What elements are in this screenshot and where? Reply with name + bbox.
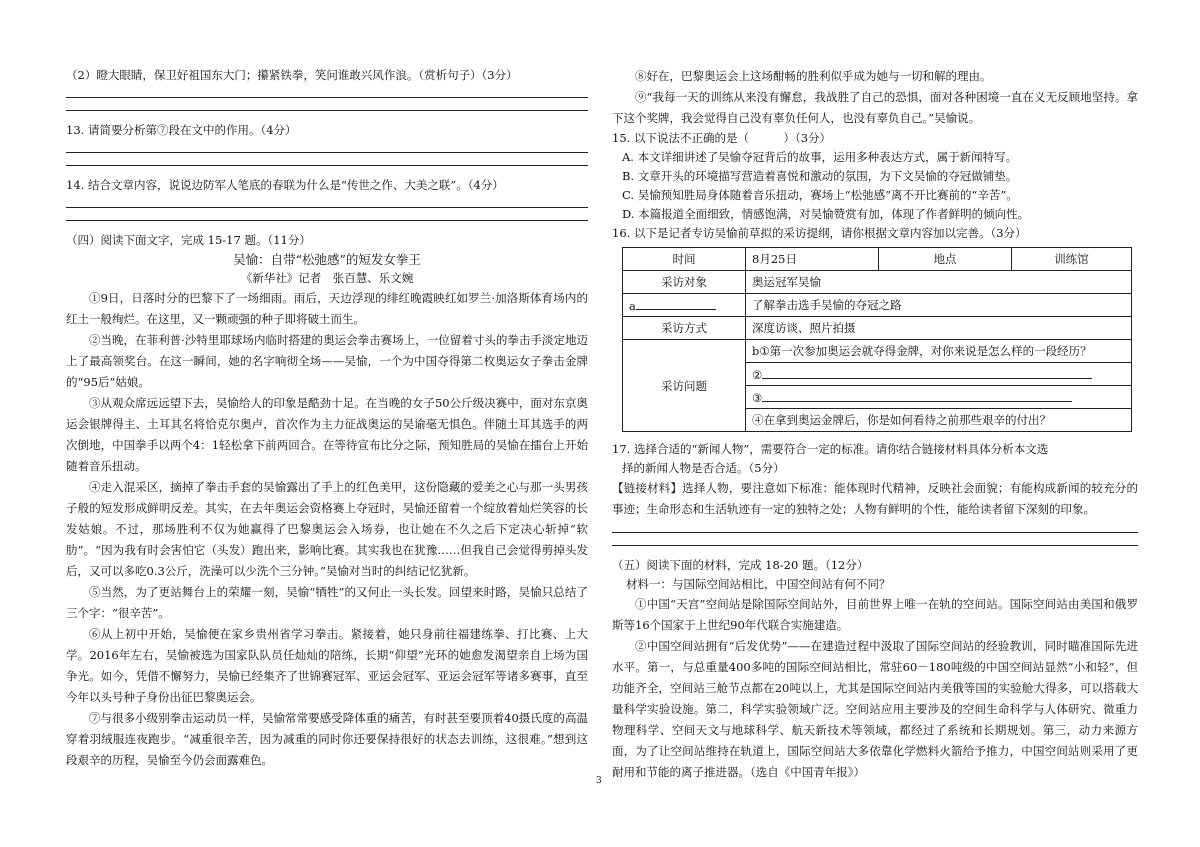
- article-paragraph: ③从观众席远远望下去，吴愉给人的印象是酷劲十足。在当晚的女子50公斤级决赛中，面对东京奥运会银牌得主、土耳其名将恰克尔奥卢，首次作为主力征战奥运的吴谕毫无惧色。伴随土耳其选手的两次倒地，中国拳手以两个4：1轻松拿下前两回合。在等待宣布比分之际，预知胜局的吴愉在擂台上开始随着音乐扭动。: [66, 396, 588, 473]
- question-15: 15. 以下说法不正确的是（ ）（3分）: [612, 131, 832, 145]
- answer-line: [612, 545, 1138, 546]
- table-row: [623, 271, 1132, 294]
- option-c: C. 吴愉预知胜局身体随着音乐扭动，赛场上“松弛感”离不开比赛前的“辛苦”。: [622, 188, 1018, 202]
- object-value: 奥运冠军吴愉: [746, 271, 1132, 294]
- link-material: 【链接材料】选择人物，要注意如下标准：能体现时代精神，反映社会面貌；有能构成新闻的较充分的事迹；生命形态和生活轨迹有一定的独特之处；人物有鲜明的个性，能给读者留下深刻的印象。: [612, 481, 1138, 516]
- blank-a-cell[interactable]: [623, 294, 746, 317]
- blank-line: [762, 366, 1092, 379]
- section-5-heading: （五）阅读下面的材料，完成 18-20 题。（12分）: [612, 558, 869, 572]
- question-2-label: ②: [752, 368, 763, 382]
- page-number: 3: [596, 776, 602, 786]
- questions-label: 采访问题: [623, 340, 746, 432]
- blank-a-line: [636, 297, 716, 310]
- question-14: 14. 结合文章内容，说说边防军人笔底的春联为什么是“传世之作、大美之联”。（4分）: [66, 178, 504, 192]
- answer-line: [612, 532, 1138, 533]
- place-label: 地点: [879, 248, 1012, 271]
- article-byline: 《新华社》记者 张百慧、乐文婉: [240, 271, 414, 285]
- answer-line: [66, 110, 588, 111]
- method-label: 采访方式: [623, 317, 746, 340]
- table-row: [623, 340, 1132, 363]
- question-2-blank[interactable]: [746, 363, 1132, 386]
- question-b: b①第一次参加奥运会就夺得金牌，对你来说是怎么样的一段经历？: [746, 340, 1132, 363]
- article-paragraph: ④走入混采区，摘掉了拳击手套的吴愉露出了手上的红色美甲，这份隐藏的爱美之心与那一头男孩子般的短发形成鲜明反差。其实，在去年奥运会资格赛上夺冠时，吴愉还留着一个绽放着灿烂笑容的长发姑娘。不过，那场胜利不仅为她赢得了巴黎奥运会入场券，也让她在不久之后下定决心斩掉“软肋”。“因为我有时会害怕它（头发）跑出来，影响比赛。其实我也在犹豫……但我自己会觉得剪掉头发后，又可以多吃0.3公斤，洗澡可以少洗个三分钟。”吴愉对当时的纠结记忆犹新。: [66, 480, 588, 578]
- option-a: A. 本文详细讲述了吴愉夺冠背后的故事，运用多种表达方式，属于新闻特写。: [622, 150, 1018, 164]
- left-column: [66, 66, 588, 771]
- material-paragraph: ②中国空间站拥有“后发优势”——在建造过程中汲取了国际空间站的经验教训，同时瞄准国际先进水平。第一，与总重量400多吨的国际空间站相比，常驻60－180吨级的中国空间站显然“小和轻”，但功能齐全，空间站三舱节点都在20吨以上，尤其是国际空间站内美俄等国的实验舱大得多，可以搭载大量科学实验设施。第二，科学实验领域广泛。空间站应用主要涉及的空间生命科学与人体研究、微重力物理科学、空间天文与地球科学、航天新技术等领域，都经过了系统和长期规划。第三，动力来源方面，为了让空间站维持在轨道上，国际空间站大多依靠化学燃料火箭给予推力，中国空间站则采用了更耐用和节能的离子推进器。（选自《中国青年报》）: [612, 639, 1138, 779]
- section-4-heading: （四）阅读下面文字，完成 15-17 题。（11分）: [66, 233, 311, 247]
- table-row: [623, 317, 1132, 340]
- article-title: 吴愉：自带“松弛感”的短发女拳王: [233, 252, 421, 267]
- article-paragraph: ⑤当然，为了更站舞台上的荣耀一刻，吴愉“牺牲”的又何止一头长发。回望来时路，吴愉只总结了三个字：“很辛苦”。: [66, 585, 588, 620]
- question-17-line1: 17. 选择合适的“新闻人物”，需要符合一定的标准。请你结合链接材料具体分析本文选: [612, 442, 1049, 456]
- answer-line: [66, 152, 588, 153]
- right-column: [612, 66, 1138, 783]
- question-13: 13. 请简要分析第⑦段在文中的作用。（4分）: [66, 123, 297, 137]
- table-row: [623, 248, 1132, 271]
- method-value: 深度访谈、照片拍摄: [746, 317, 1132, 340]
- purpose-value: 了解拳击选手吴愉的夺冠之路: [746, 294, 1132, 317]
- article-paragraph: ①9日，日落时分的巴黎下了一场细雨。雨后，天边浮现的绯红晚霞映红如罗兰·加洛斯体育场内的红土一般绚烂。在这里，又一颗顽强的种子即将破土而生。: [66, 291, 588, 326]
- question-12-2: （2）瞪大眼睛，保卫好祖国东大门；攥紧铁拳，笑问谁敢兴风作浪。（赏析句子）（3分）: [66, 68, 518, 82]
- question-4: ④在拿到奥运金牌后，你是如何看待之前那些艰辛的付出？: [746, 409, 1132, 432]
- answer-line: [66, 220, 588, 221]
- interview-outline-table: [622, 247, 1132, 432]
- time-value: 8月25日: [746, 248, 879, 271]
- article-paragraph: ②当晚，在菲利普·沙特里耶球场内临时搭建的奥运会拳击赛场上，一位留着寸头的拳击手淡定地迈上了最高领奖台。在这一瞬间，她的名字响彻全场——吴愉，一个为中国夺得第二枚奥运女子拳击金牌的“95后”姑娘。: [66, 333, 588, 389]
- blank-a-label: a: [629, 299, 636, 313]
- blank-line: [762, 389, 1072, 402]
- table-row: [623, 294, 1132, 317]
- article-paragraph: ⑦与很多小级别拳击运动员一样，吴愉常常要感受降体重的痛苦，有时甚至要顶着40摄氏度的高温穿着羽绒服连夜跑步。“减重很辛苦，因为减重的同时你还要保持很好的状态去训练，这很难。”想到这段艰辛的历程，吴愉至今仍会面露难色。: [66, 711, 588, 767]
- article-paragraph: ⑨“我每一天的训练从来没有懈怠，我战胜了自己的恐惧，面对各种困境一直在义无反顾地坚持。拿下这个奖牌，我会觉得自己没有辜负任何人，也没有辜负自己。”吴愉说。: [612, 90, 1138, 125]
- time-label: 时间: [623, 248, 746, 271]
- article-paragraph: ⑧好在，巴黎奥运会上这场酣畅的胜利似乎成为她与一切和解的理由。: [635, 69, 992, 83]
- place-value: 训练馆: [1012, 248, 1132, 271]
- object-label: 采访对象: [623, 271, 746, 294]
- option-d: D. 本篇报道全面细致，情感饱满，对吴愉赞赏有加，体现了作者鲜明的倾向性。: [622, 207, 1030, 221]
- material-paragraph: ①中国“天宫”空间站是除国际空间站外，目前世界上唯一在轨的空间站。国际空间站由美国和俄罗斯等16个国家于上世纪90年代联合实施建造。: [612, 597, 1138, 632]
- question-3-blank[interactable]: [746, 386, 1132, 409]
- answer-line: [66, 207, 588, 208]
- article-paragraph: ⑥从上初中开始，吴愉便在家乡贵州省学习拳击。紧接着，她只身前往福建练拳、打比赛、上大学。2016年左右，吴愉被选为国家队队员任灿灿的陪练，长期“仰望”光环的她愈发渴望亲自上场为国争光。如今，凭借不懈努力，吴愉已经集齐了世锦赛冠军、亚运会冠军、亚运会冠军等诸多赛事，直至今年以头号种子身份出征巴黎奥运会。: [66, 627, 588, 704]
- question-17-line2: 择的新闻人物是否合适。（5分）: [622, 461, 785, 475]
- material-1-title: 材料一：与国际空间站相比，中国空间站有何不同？: [626, 577, 891, 591]
- answer-line: [66, 165, 588, 166]
- answer-line: [66, 97, 588, 98]
- question-16: 16. 以下是记者专访吴愉前草拟的采访提纲，请你根据文章内容加以完善。（3分）: [612, 226, 1027, 240]
- option-b: B. 文章开头的环境描写营造着喜悦和激动的氛围，为下文吴愉的夺冠做铺垫。: [622, 169, 1018, 183]
- question-3-label: ③: [752, 391, 763, 405]
